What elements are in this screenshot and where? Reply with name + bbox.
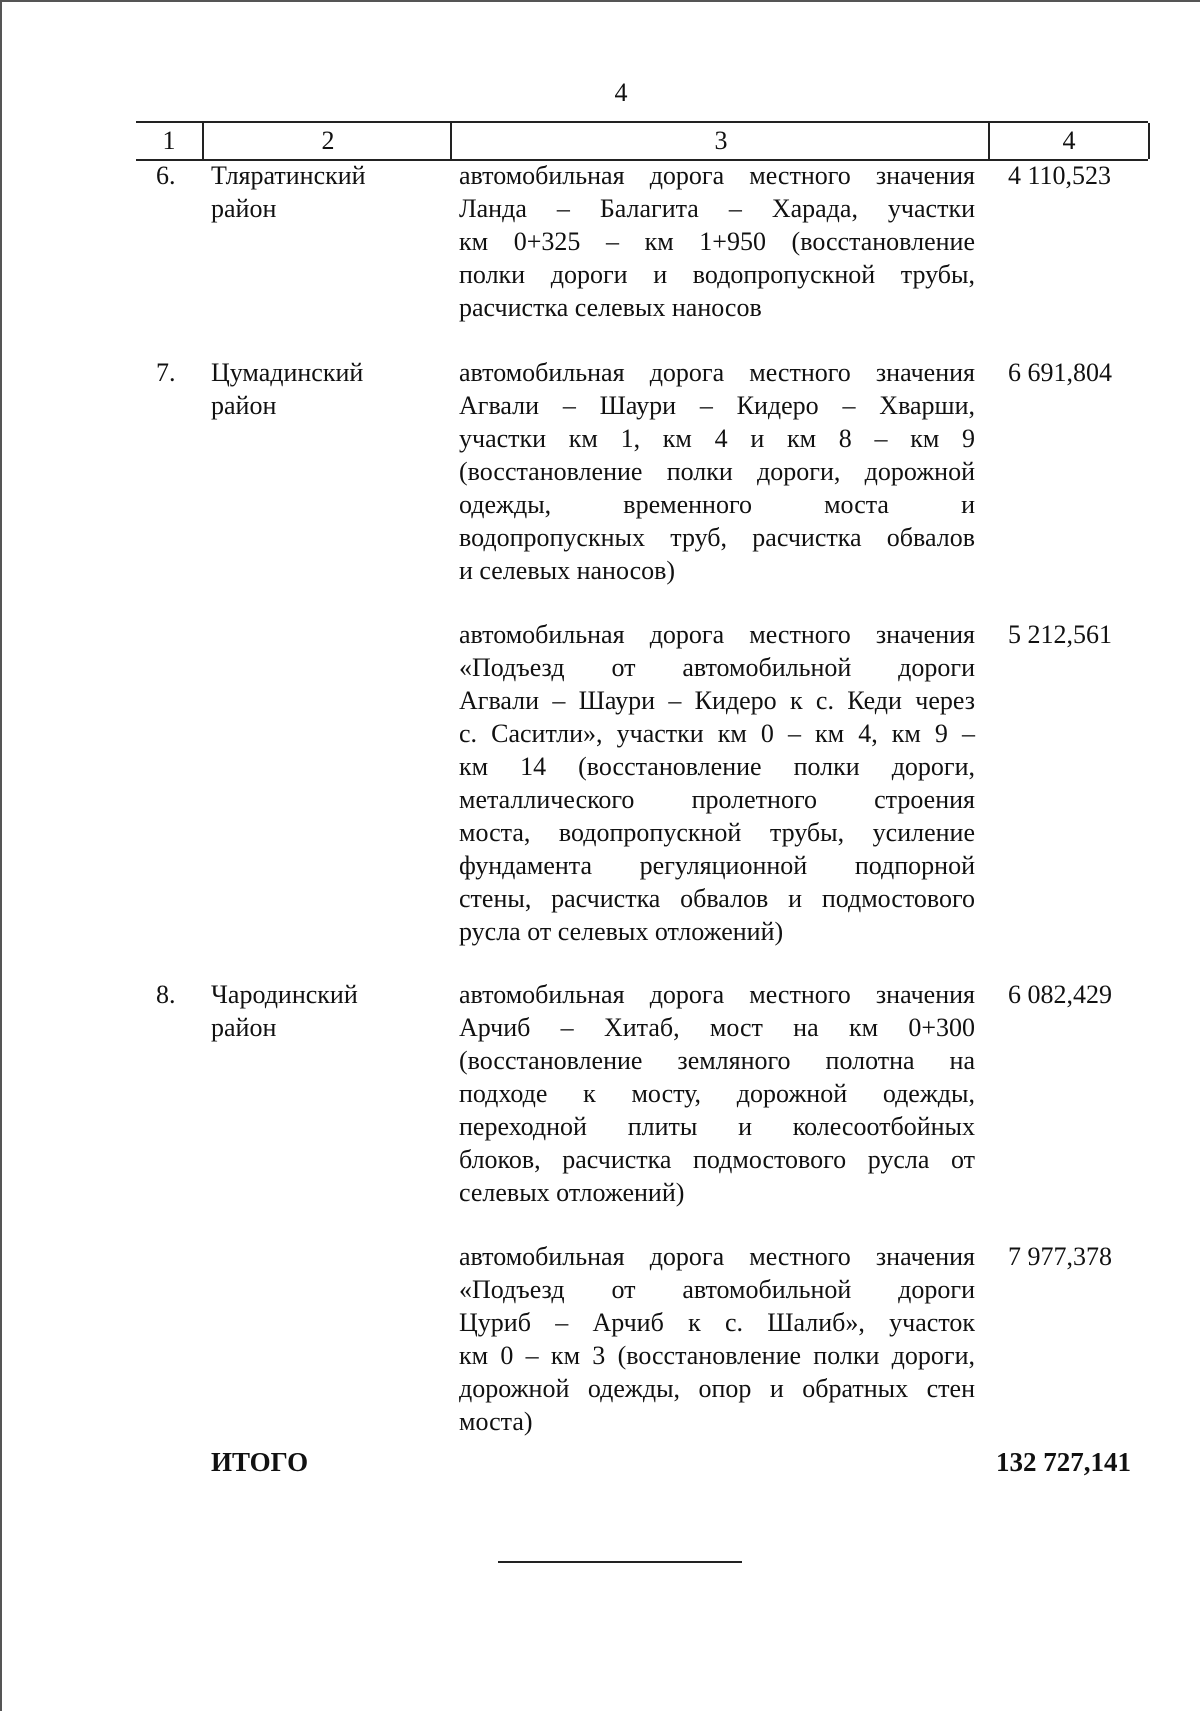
amount-value: 6 691,804 — [1008, 358, 1112, 387]
description-line: и селевых наносов) — [459, 556, 676, 585]
description-line: Цуриб – Арчиб к с. Шалиб», участок — [459, 1308, 975, 1337]
row-number: 7. — [156, 358, 176, 387]
page-border-top — [0, 0, 1200, 2]
description-line: км 0 – км 3 (восстановление полки дороги, — [459, 1341, 975, 1370]
total-amount: 132 727,141 — [996, 1447, 1131, 1477]
district-name-line2: район — [211, 194, 277, 223]
description-line: дорожной одежды, опор и обратных стен — [459, 1374, 975, 1403]
header-col-2: 2 — [202, 123, 452, 159]
description-line: одежды, временного моста и — [459, 490, 975, 519]
description-line: фундамента регуляционной подпорной — [459, 851, 975, 880]
description-line: автомобильная дорога местного значения — [459, 620, 975, 649]
road-description — [459, 978, 975, 1209]
description-line: стены, расчистка обвалов и подмостового — [459, 884, 975, 913]
district-name: Тляратинский — [211, 161, 366, 190]
description-line: «Подъезд от автомобильной дороги — [459, 1275, 975, 1304]
description-line: Арчиб – Хитаб, мост на км 0+300 — [459, 1013, 975, 1042]
row-number: 6. — [156, 161, 176, 190]
district-name: Чародинский — [211, 980, 358, 1009]
road-description — [459, 618, 975, 948]
description-line: автомобильная дорога местного значения — [459, 980, 975, 1009]
description-line: с. Саситли», участки км 0 – км 4, км 9 – — [459, 719, 975, 748]
description-line: км 0+325 – км 1+950 (восстановление — [459, 227, 975, 256]
description-line: Агвали – Шаури – Кидеро – Хварши, — [459, 391, 975, 420]
end-rule — [498, 1561, 742, 1563]
description-line: блоков, расчистка подмостового русла от — [459, 1145, 975, 1174]
description-line: переходной плиты и колесоотбойных — [459, 1112, 975, 1141]
district-name: Цумадинский — [211, 358, 364, 387]
description-line: расчистка селевых наносов — [459, 293, 762, 322]
description-line: км 14 (восстановление полки дороги, — [459, 752, 975, 781]
description-line: (восстановление полки дороги, дорожной — [459, 457, 975, 486]
amount-value: 7 977,378 — [1008, 1242, 1112, 1271]
amount-value: 6 082,429 — [1008, 980, 1112, 1009]
header-col-3: 3 — [450, 123, 990, 159]
row-number: 8. — [156, 980, 176, 1009]
description-line: Агвали – Шаури – Кидеро к с. Кеди через — [459, 686, 975, 715]
road-description — [459, 159, 975, 324]
description-line: автомобильная дорога местного значения — [459, 1242, 975, 1271]
description-line: моста) — [459, 1407, 533, 1436]
amount-value: 5 212,561 — [1008, 620, 1112, 649]
description-line: участки км 1, км 4 и км 8 – км 9 — [459, 424, 975, 453]
description-line: Ланда – Балагита – Харада, участки — [459, 194, 975, 223]
district-name-line2: район — [211, 1013, 277, 1042]
description-line: селевых отложений) — [459, 1178, 685, 1207]
description-line: русла от селевых отложений) — [459, 917, 784, 946]
description-line: водопропускных труб, расчистка обвалов — [459, 523, 975, 552]
description-line: «Подъезд от автомобильной дороги — [459, 653, 975, 682]
amount-value: 4 110,523 — [1008, 161, 1112, 190]
description-line: автомобильная дорога местного значения — [459, 358, 975, 387]
description-line: (восстановление земляного полотна на — [459, 1046, 975, 1075]
description-line: моста, водопропускной трубы, усиление — [459, 818, 975, 847]
road-description — [459, 1240, 975, 1438]
header-col-1: 1 — [162, 126, 176, 155]
page-number: 4 — [614, 78, 628, 107]
road-description — [459, 356, 975, 587]
description-line: автомобильная дорога местного значения — [459, 161, 975, 190]
page-border-left — [0, 0, 2, 1711]
table-header — [136, 121, 1148, 161]
total-label: ИТОГО — [211, 1447, 309, 1477]
district-name-line2: район — [211, 391, 277, 420]
description-line: металлического пролетного строения — [459, 785, 975, 814]
description-line: полки дороги и водопропускной трубы, — [459, 260, 975, 289]
description-line: подходе к мосту, дорожной одежды, — [459, 1079, 975, 1108]
header-col-4: 4 — [988, 123, 1150, 159]
